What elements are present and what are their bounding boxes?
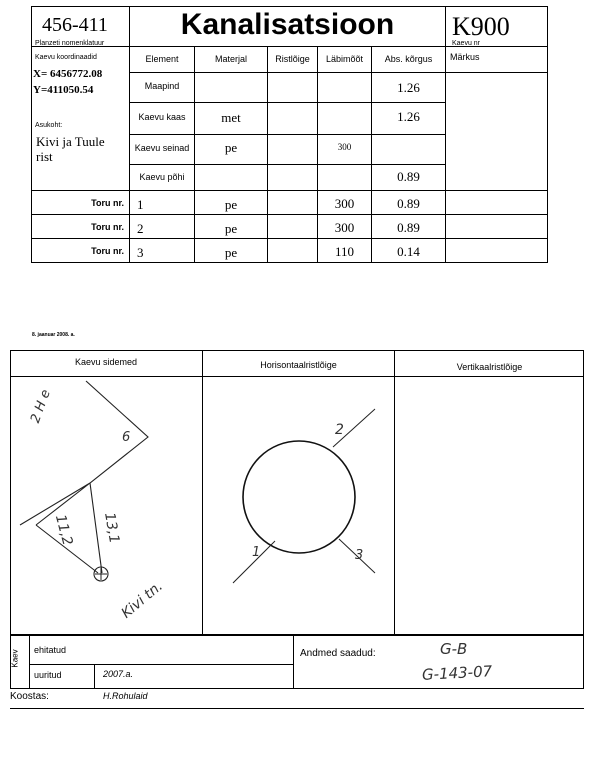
coords-label: Kaevu koordinaadid [35,54,97,61]
cell-height: 0.89 [397,169,420,184]
sketch-label: 2 H e [28,387,54,426]
pipe-material: pe [224,197,238,212]
pipe-label: Toru nr. [91,246,124,256]
pipe-number: 2 [137,221,144,236]
author-label: Koostas: [10,691,49,702]
sheet-caption: Planzeti nomenklatuur [35,40,105,47]
pipe-mark: 1 [252,545,261,560]
cell-material: pe [224,140,238,155]
pipe-mark: 2 [335,422,344,438]
page-title: Kanalisatsioon [180,8,395,41]
col-notes: Märkus [450,52,480,62]
pipe-diameter: 300 [334,220,355,235]
col-material: Materjal [214,54,247,64]
pipe-height: 0.89 [397,220,420,235]
cell-element: Kaevu seinad [134,143,190,153]
pipe-number: 1 [137,197,144,212]
pipe-mark: 3 [355,548,364,563]
well-caption: Kaevu nr [452,40,481,47]
well-circle [243,441,355,553]
author-value: H.Rohulaid [103,691,148,701]
data-from-value-2: G-143-07 [421,662,493,684]
surveyed-label: uuritud [34,670,62,680]
well-number: K900 [452,12,510,41]
pipe-diameter: 110 [334,244,355,259]
cell-material: met [221,110,241,125]
sheet-number: 456-411 [42,14,108,36]
col-cross-section: Ristlõige [275,54,310,64]
date-stamp: 8. jaanuar 2008. a. [32,332,75,338]
location-line2: rist [36,149,53,164]
cell-element: Kaevu põhi [139,172,185,182]
col-horizontal-section: Horisontaalristlõige [260,360,337,370]
sketch-label: 11,2 [51,512,76,548]
pipe-diameter: 300 [334,196,355,211]
cell-height: 1.26 [397,80,420,95]
cell-height: 1.26 [397,109,420,124]
data-from-value-1: G-B [440,640,468,658]
col-element: Element [145,54,179,64]
coord-x: X= 6456772.08 [33,68,103,80]
pipe-height: 0.14 [397,244,420,259]
cell-diameter: 300 [337,142,352,152]
pipe-height: 0.89 [397,196,420,211]
sketch-label: 6 [122,430,131,445]
coord-y: Y=411050.54 [33,84,94,96]
built-label: ehitatud [34,645,67,655]
pipe-material: pe [224,245,238,260]
sketch-label: 13,1 [101,511,123,545]
location-line1: Kivi ja Tuule [36,134,105,149]
col-abs-height: Abs. kõrgus [384,54,433,64]
pipe-number: 3 [137,245,144,260]
pipe-label: Toru nr. [91,198,124,208]
cell-element: Kaevu kaas [138,112,186,122]
side-label: Kaev [10,649,20,668]
col-well-connections: Kaevu sidemed [74,357,138,367]
col-vertical-section: Vertikaalristlõige [456,362,523,372]
surveyed-value: 2007.a. [103,669,134,679]
data-from-label: Andmed saadud: [300,648,376,659]
horizontal-section-sketch [203,377,394,635]
sketch-label: Kivi tn. [118,578,166,622]
cell-element: Maapind [144,81,180,91]
location-label: Asukoht: [35,122,63,129]
col-diameter: Läbimõõt [325,54,364,64]
pipe-material: pe [224,221,238,236]
pipe-label: Toru nr. [91,222,124,232]
